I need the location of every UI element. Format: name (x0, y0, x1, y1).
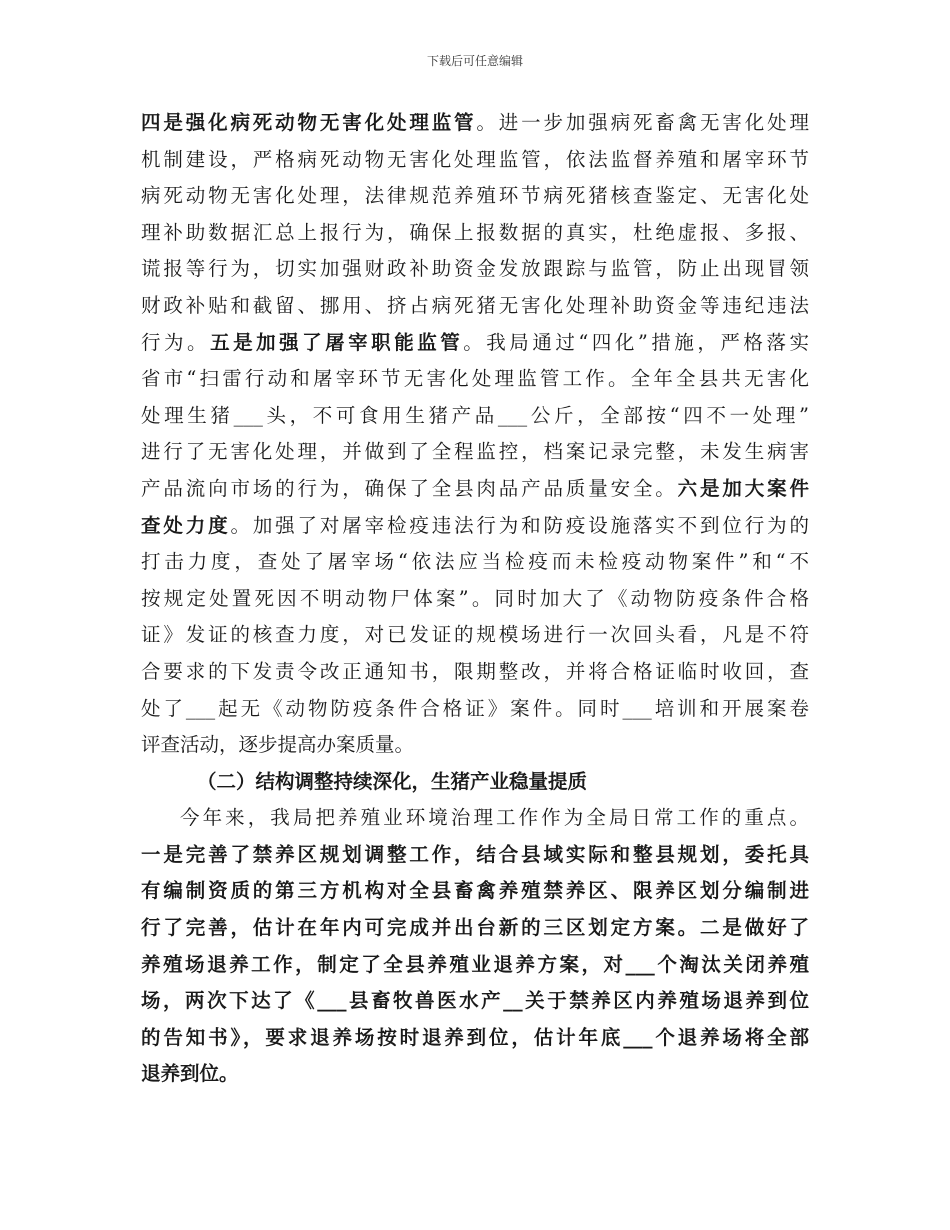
paragraph-line (141, 288, 809, 325)
paragraph-line (141, 691, 809, 728)
paragraph-line (141, 544, 809, 581)
text-segment: 今年来，我局把养殖业环境治理工作作为全局日常工作的重点。 (180, 806, 809, 830)
paragraph-line (141, 947, 809, 984)
paragraph-line (141, 1020, 809, 1057)
text-segment: 机制建设，严格病死动物无害化处理监管，依法监督养殖和屠宰环节 (141, 147, 809, 171)
paragraph-line (141, 251, 809, 288)
text-segment: 进行了无害化处理，并做到了全程监控，档案记录完整，未发生病害 (141, 440, 809, 464)
text-segment: 病死动物无害化处理，法律规范养殖环节病死猪核查鉴定、无害化处 (141, 184, 809, 208)
text-segment: 行为。 (141, 330, 211, 354)
bold-text-segment: 查处力度 (141, 513, 231, 537)
paragraph-line (141, 727, 809, 764)
bold-text-segment: 的告知书》，要求退养场按时退养到位，估计年底___个退养场将全部 (141, 1025, 809, 1049)
paragraph-line (141, 508, 809, 545)
bold-text-segment: 行了完善，估计在年内可完成并出台新的三区划定方案。二是做好了 (141, 916, 809, 940)
text-segment: 理补助数据汇总上报行为，确保上报数据的真实，杜绝虚报、多报、 (141, 220, 809, 244)
text-segment: 财政补贴和截留、挪用、挤占病死猪无害化处理补助资金等违纪违法 (141, 293, 809, 317)
text-segment: 处了___起无《动物防疫条件合格证》案件。同时___培训和开展案卷 (141, 696, 809, 720)
bold-text-segment: 场，两次下达了《___县畜牧兽医水产__关于禁养区内养殖场退养到位 (141, 989, 809, 1013)
paragraph-line (141, 361, 809, 398)
page-header: 下载后可任意编辑 (426, 54, 523, 68)
bold-text-segment: 一是完善了禁养区规划调整工作，结合县域实际和整县规划，委托具 (141, 842, 809, 866)
paragraph-line (141, 434, 809, 471)
paragraph-line (141, 617, 809, 654)
paragraph-line (141, 398, 809, 435)
paragraph-line (141, 325, 809, 362)
paragraph-line (141, 873, 809, 910)
text-segment: 。加强了对屠宰检疫违法行为和防疫设施落实不到位行为的 (230, 513, 809, 537)
body-text (141, 105, 809, 1093)
paragraph-line (141, 654, 809, 691)
bold-text-segment: 四是强化病死动物无害化处理监管 (141, 111, 477, 134)
paragraph-line (141, 983, 809, 1020)
paragraph-line (141, 215, 809, 252)
text-segment: 打击力度，查处了屠宰场“依法应当检疫而未检疫动物案件”和“不 (141, 550, 809, 574)
paragraph-line (141, 837, 809, 874)
bold-text-segment: 有编制资质的第三方机构对全县畜禽养殖禁养区、限养区划分编制进 (141, 879, 809, 903)
paragraph-line (141, 1056, 809, 1093)
bold-text-segment: 退养到位。 (141, 1062, 239, 1086)
text-segment: 。进一步加强病死畜禽无害化处理 (476, 111, 809, 134)
text-segment: 按规定处置死因不明动物尸体案”。同时加大了《动物防疫条件合格 (141, 586, 809, 610)
text-segment: 省市“扫雷行动和屠宰环节无害化处理监管工作。全年全县共无害化 (141, 367, 809, 391)
paragraph-line (141, 910, 809, 947)
text-segment: 。我局通过“四化”措施，严格落实 (463, 330, 809, 354)
text-segment: 处理生猪___头，不可食用生猪产品___公斤，全部按“四不一处理” (141, 403, 809, 427)
paragraph-line (141, 178, 809, 215)
text-segment: 谎报等行为，切实加强财政补助资金发放跟踪与监管，防止出现冒领 (141, 257, 809, 281)
text-segment: 评查活动，逐步提高办案质量。 (141, 733, 415, 757)
section-heading (141, 764, 809, 801)
bold-text-segment: 六是加大案件 (677, 476, 809, 500)
text-segment: 合要求的下发责令改正通知书，限期整改，并将合格证临时收回，查 (141, 659, 809, 683)
paragraph-line (141, 142, 809, 179)
bold-text-segment: （二）结构调整持续深化，生猪产业稳量提质 (197, 769, 588, 793)
paragraph-line (141, 581, 809, 618)
bold-text-segment: 五是加强了屠宰职能监管 (210, 330, 464, 354)
text-segment: 产品流向市场的行为，确保了全县肉品产品质量安全。 (141, 476, 678, 500)
paragraph-line (141, 471, 809, 508)
bold-text-segment: 养殖场退养工作，制定了全县养殖业退养方案，对___个淘汰关闭养殖 (141, 952, 809, 976)
text-segment: 证》发证的核查力度，对已发证的规模场进行一次回头看，凡是不符 (141, 623, 809, 647)
paragraph-line (141, 105, 809, 142)
paragraph-line (141, 800, 809, 837)
